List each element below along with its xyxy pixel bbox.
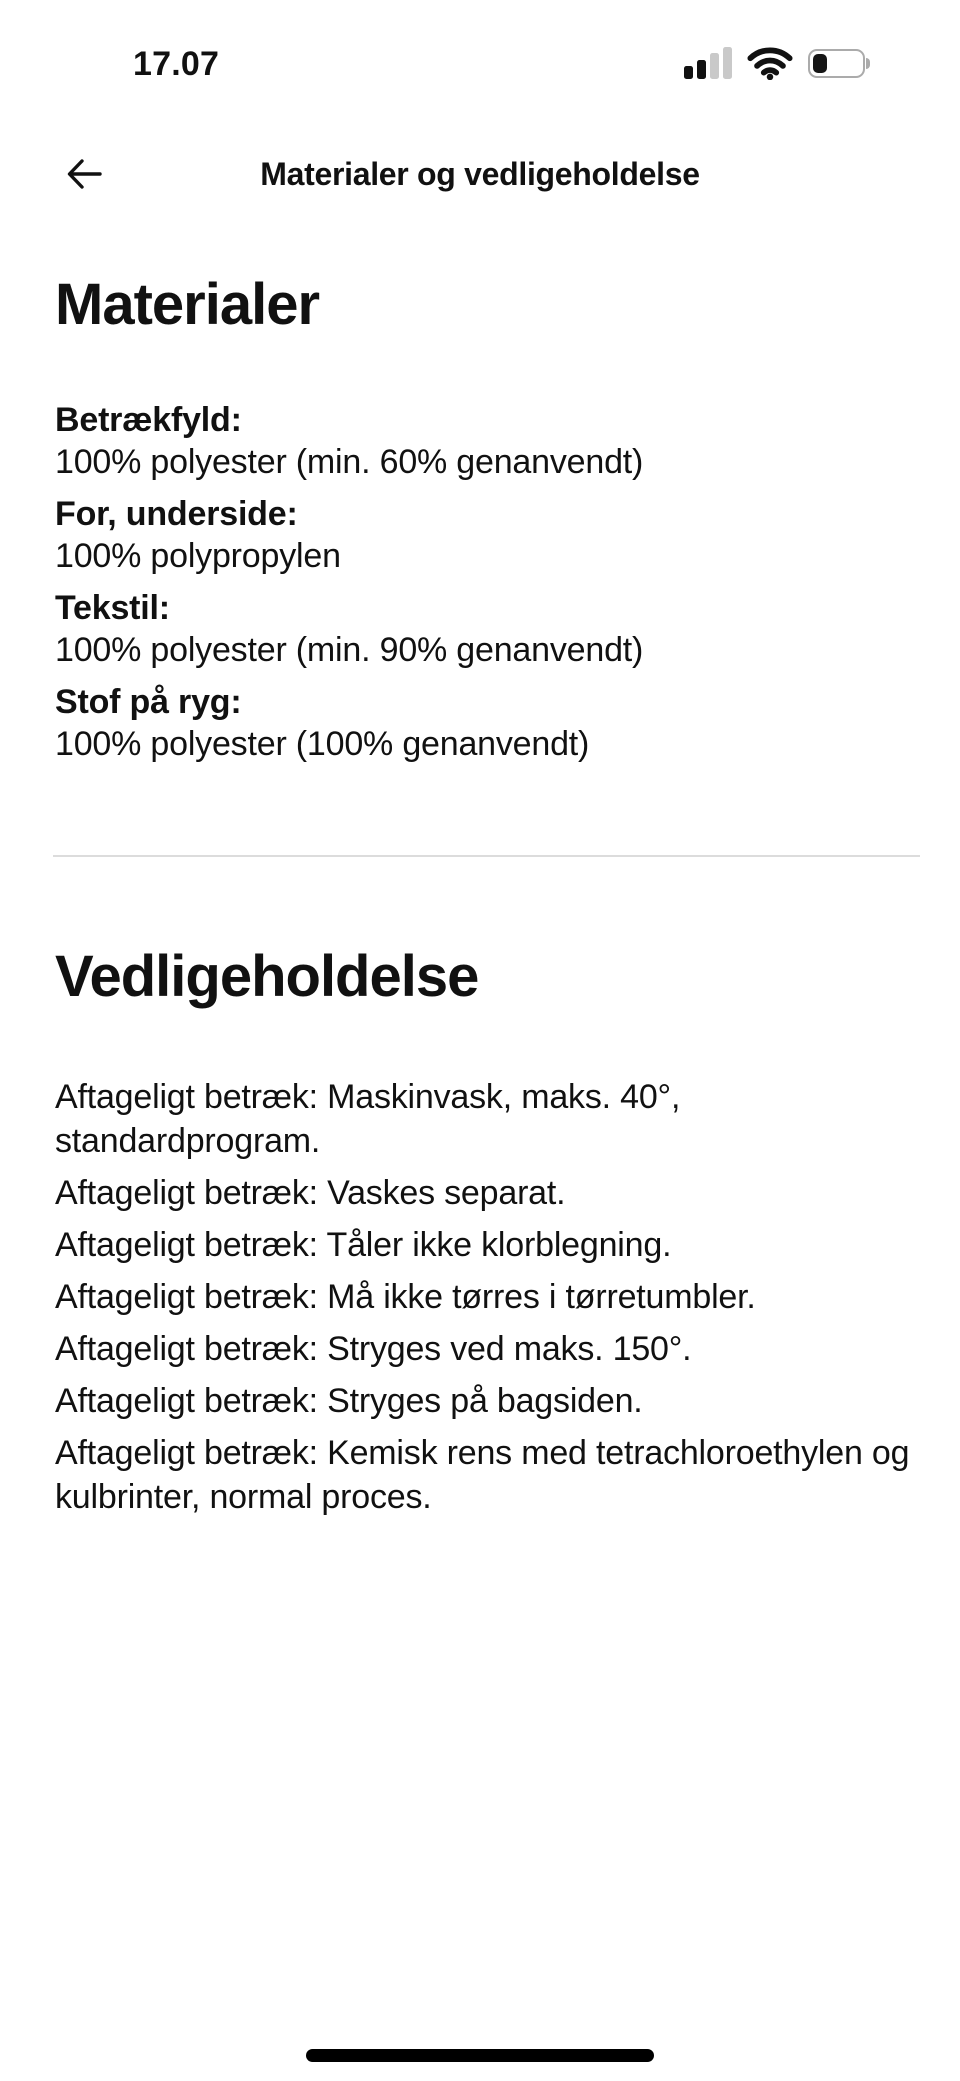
- status-bar-icons: [684, 47, 871, 79]
- status-bar-time: 17.07: [133, 45, 220, 83]
- signal-bar: [710, 53, 719, 79]
- arrow-left-icon: [62, 152, 106, 196]
- material-value: 100% polyester (min. 60% genanvendt): [55, 443, 644, 481]
- material-item: [55, 587, 905, 671]
- material-value: 100% polyester (100% genanvendt): [55, 725, 590, 763]
- material-label: Tekstil:: [55, 589, 170, 627]
- care-instruction: Aftageligt betræk: Må ikke tørres i tørretumbler.: [55, 1278, 756, 1316]
- material-label: For, underside:: [55, 495, 298, 533]
- care-instruction: Aftageligt betræk: Stryges ved maks. 150°.: [55, 1330, 692, 1368]
- maintenance-list: [55, 1075, 940, 1527]
- material-label: Betrækfyld:: [55, 401, 242, 439]
- wifi-icon: [747, 47, 793, 80]
- cellular-signal-icon: [684, 47, 732, 79]
- signal-bar: [684, 66, 693, 79]
- page-title: Materialer og vedligeholdelse: [260, 156, 700, 192]
- battery-cap: [866, 58, 870, 69]
- material-item: [55, 493, 905, 577]
- materials-list: [55, 399, 905, 775]
- care-instruction: Aftageligt betræk: Stryges på bagsiden.: [55, 1382, 643, 1420]
- signal-bar: [723, 47, 732, 79]
- battery-icon: [808, 49, 871, 78]
- materials-section-heading: Materialer: [55, 272, 320, 337]
- care-instruction: Aftageligt betræk: Maskinvask, maks. 40°, standardprogram.: [55, 1078, 681, 1160]
- back-button[interactable]: [58, 148, 110, 200]
- care-instruction: Aftageligt betræk: Tåler ikke klorblegning.: [55, 1226, 672, 1264]
- signal-bar: [697, 60, 706, 79]
- material-value: 100% polyester (min. 90% genanvendt): [55, 631, 644, 669]
- care-instruction: Aftageligt betræk: Vaskes separat.: [55, 1174, 566, 1212]
- maintenance-section-heading: Vedligeholdelse: [55, 944, 479, 1009]
- battery-body: [808, 49, 865, 78]
- battery-fill: [813, 54, 827, 73]
- material-value: 100% polypropylen: [55, 537, 341, 575]
- material-item: [55, 399, 905, 483]
- material-item: [55, 681, 905, 765]
- care-instruction: Aftageligt betræk: Kemisk rens med tetrachloroethylen og kulbrinter, normal proces.: [55, 1434, 910, 1516]
- material-label: Stof på ryg:: [55, 683, 242, 721]
- home-indicator[interactable]: [306, 2049, 654, 2062]
- section-divider: [53, 855, 920, 857]
